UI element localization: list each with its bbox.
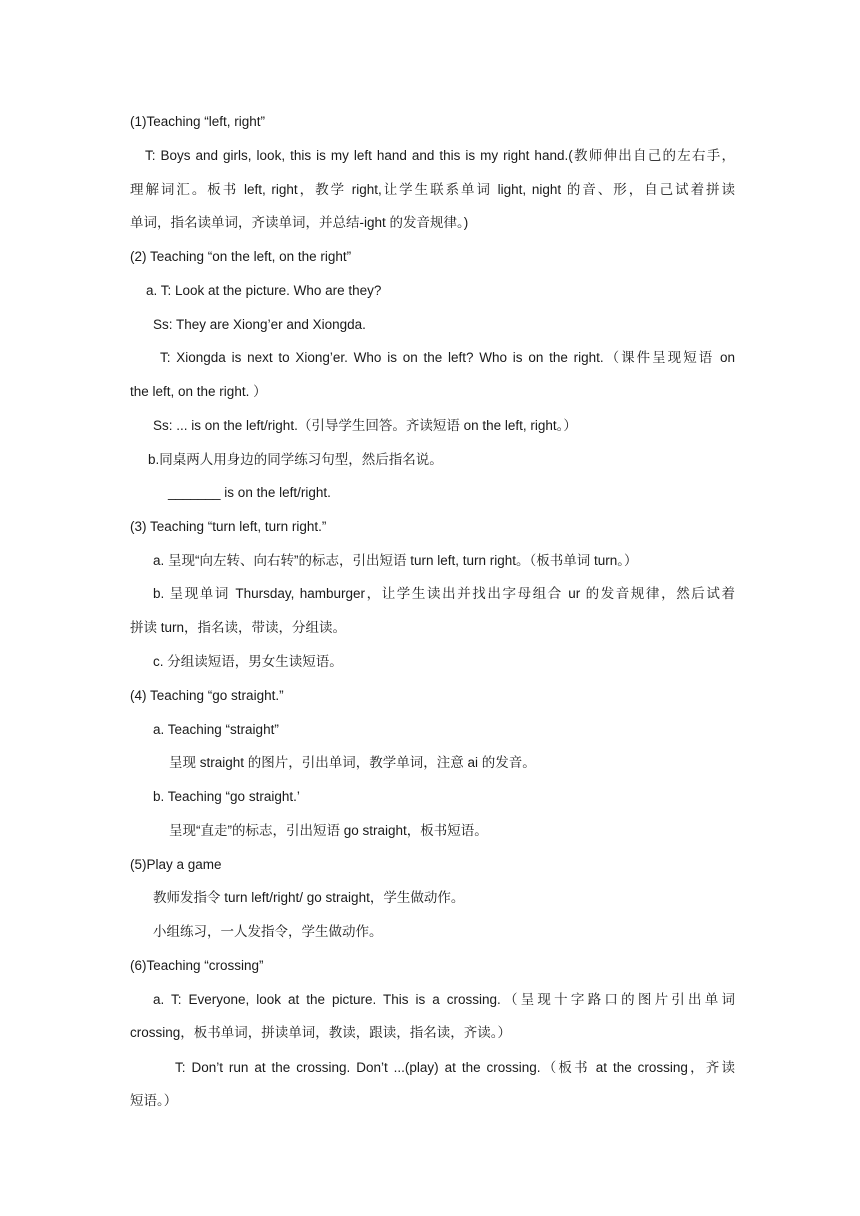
paragraph-line: 理解词汇。板书 left, right，教学 right,让学生联系单词 light, night 的音、形，自己试着拼读 <box>130 182 735 197</box>
paragraph-line: Ss: They are Xiong’er and Xiongda. <box>153 317 366 332</box>
paragraph-line: Ss: ... is on the left/right.（引导学生回答。齐读短语 on the left, right。） <box>153 418 577 433</box>
paragraph-line: T: Don’t run at the crossing. Don’t ...(play) at the crossing.（板书 at the crossing，齐读 <box>175 1060 735 1075</box>
paragraph-line: b. 呈现单词 Thursday, hamburger，让学生读出并找出字母组合 ur 的发音规律，然后试着 <box>153 586 735 601</box>
paragraph-line: b. Teaching “go straight.’ <box>153 789 300 804</box>
paragraph-line: 呈现“直走”的标志，引出短语 go straight，板书短语。 <box>169 823 488 838</box>
paragraph-line: 呈现 straight 的图片，引出单词，教学单词，注意 ai 的发音。 <box>169 755 536 770</box>
heading-4: (4) Teaching “go straight.” <box>130 688 284 703</box>
fill-blank-line: _______ is on the left/right. <box>168 485 331 500</box>
paragraph-line: a. Teaching “straight” <box>153 722 279 737</box>
paragraph-line: a. T: Look at the picture. Who are they? <box>146 283 382 298</box>
paragraph-line: c. 分组读短语，男女生读短语。 <box>153 654 343 669</box>
paragraph-line: the left, on the right. ） <box>130 384 267 399</box>
paragraph-line: 教师发指令 turn left/right/ go straight，学生做动作。 <box>153 890 465 905</box>
paragraph-line: 拼读 turn，指名读，带读，分组读。 <box>130 620 347 635</box>
heading-1: (1)Teaching “left, right” <box>130 114 266 129</box>
paragraph-line: b.同桌两人用身边的同学练习句型，然后指名说。 <box>148 452 443 467</box>
paragraph-line: 短语。） <box>130 1093 178 1108</box>
heading-3: (3) Teaching “turn left, turn right.” <box>130 519 327 534</box>
heading-6: (6)Teaching “crossing” <box>130 958 264 973</box>
paragraph-line: T: Xiongda is next to Xiong’er. Who is on the left? Who is on the right.（课件呈现短语 on <box>160 350 735 365</box>
heading-5: (5)Play a game <box>130 857 222 872</box>
paragraph-line: crossing，板书单词，拼读单词，教读，跟读，指名读，齐读。） <box>130 1025 512 1040</box>
paragraph-line: a. 呈现“向左转、向右转”的标志，引出短语 turn left, turn right。（板书单词 turn。） <box>153 553 638 568</box>
heading-2: (2) Teaching “on the left, on the right” <box>130 249 352 264</box>
paragraph-line: 小组练习，一人发指令，学生做动作。 <box>153 924 383 939</box>
paragraph-line: 单词，指名读单词，齐读单词，并总结-ight 的发音规律。) <box>130 215 469 230</box>
paragraph-line: T: Boys and girls, look, this is my left hand and this is my right hand.(教师伸出自己的左右手， <box>145 148 735 163</box>
paragraph-line: a. T: Everyone, look at the picture. This is a crossing.（呈现十字路口的图片引出单词 <box>153 992 735 1007</box>
